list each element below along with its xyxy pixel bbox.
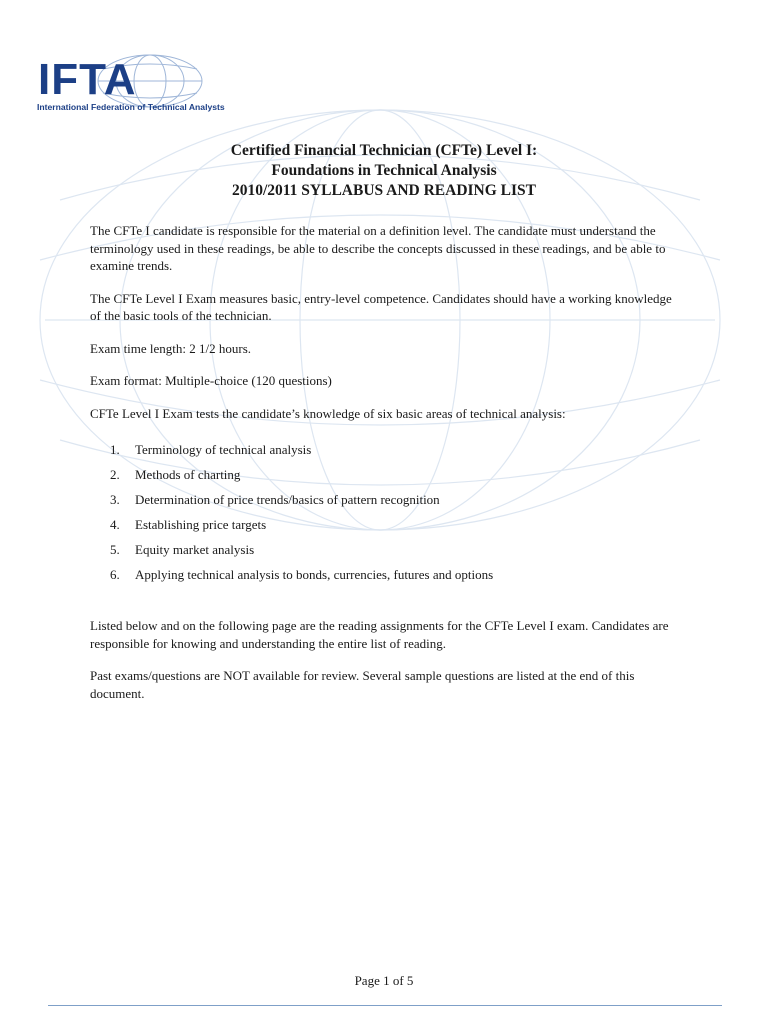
list-item-number: 5. (110, 542, 120, 557)
logo-tagline: International Federation of Technical Analysts (37, 102, 225, 112)
intro-paragraph-2: The CFTe Level I Exam measures basic, entry-level competence. Candidates should have a working knowledge of the basic tools of the technician. (90, 290, 672, 323)
past-exams-note: Past exams/questions are NOT available for review. Several sample questions are listed at the end of this document. (90, 668, 635, 701)
closing-section (90, 617, 680, 717)
exam-time-length: Exam time length: 2 1/2 hours. (90, 340, 252, 356)
title-line-1: Certified Financial Technician (CFTe) Level I: (230, 142, 538, 159)
title-line-3: 2010/2011 SYLLABUS AND READING LIST (231, 182, 537, 199)
list-item (110, 540, 670, 565)
list-item-number: 6. (110, 567, 120, 582)
list-item (110, 565, 670, 590)
list-item-text: Determination of price trends/basics of pattern recognition (135, 492, 440, 507)
exam-format: Exam format: Multiple-choice (120 questions) (90, 373, 332, 388)
list-item-text: Equity market analysis (135, 542, 255, 557)
intro-paragraph-5: CFTe Level I Exam tests the candidate’s knowledge of six basic areas of technical analysis: (90, 405, 566, 421)
list-item-number: 4. (110, 517, 120, 532)
intro-section (90, 222, 680, 437)
list-item-text: Methods of charting (135, 467, 241, 482)
title-line-2: Foundations in Technical Analysis (271, 162, 497, 179)
reading-list-note: Listed below and on the following page are the reading assignments for the CFTe Level I exam. Candidates are responsible for knowing and understanding the entire list of reading. (90, 618, 669, 651)
list-item-number: 1. (110, 442, 120, 457)
list-item-text: Establishing price targets (135, 517, 267, 532)
list-item (110, 490, 670, 515)
list-item (110, 465, 670, 490)
intro-paragraph-1: The CFTe I candidate is responsible for the material on a definition level. The candidate must understand the terminology used in these readings, be able to describe the concepts discussed in these readings, and be able to examine trends. (90, 223, 666, 273)
logo-wordmark: IFTA (38, 55, 137, 104)
list-item-number: 2. (110, 467, 120, 482)
ifta-logo (30, 55, 270, 120)
areas-list (110, 440, 670, 590)
page-number: Page 1 of 5 (354, 973, 414, 988)
list-item (110, 515, 670, 540)
list-item-number: 3. (110, 492, 120, 507)
list-item (110, 440, 670, 465)
footer-divider (48, 1005, 722, 1006)
document-title (0, 141, 768, 201)
list-item-text: Applying technical analysis to bonds, currencies, futures and options (135, 567, 494, 582)
list-item-text: Terminology of technical analysis (135, 442, 312, 457)
